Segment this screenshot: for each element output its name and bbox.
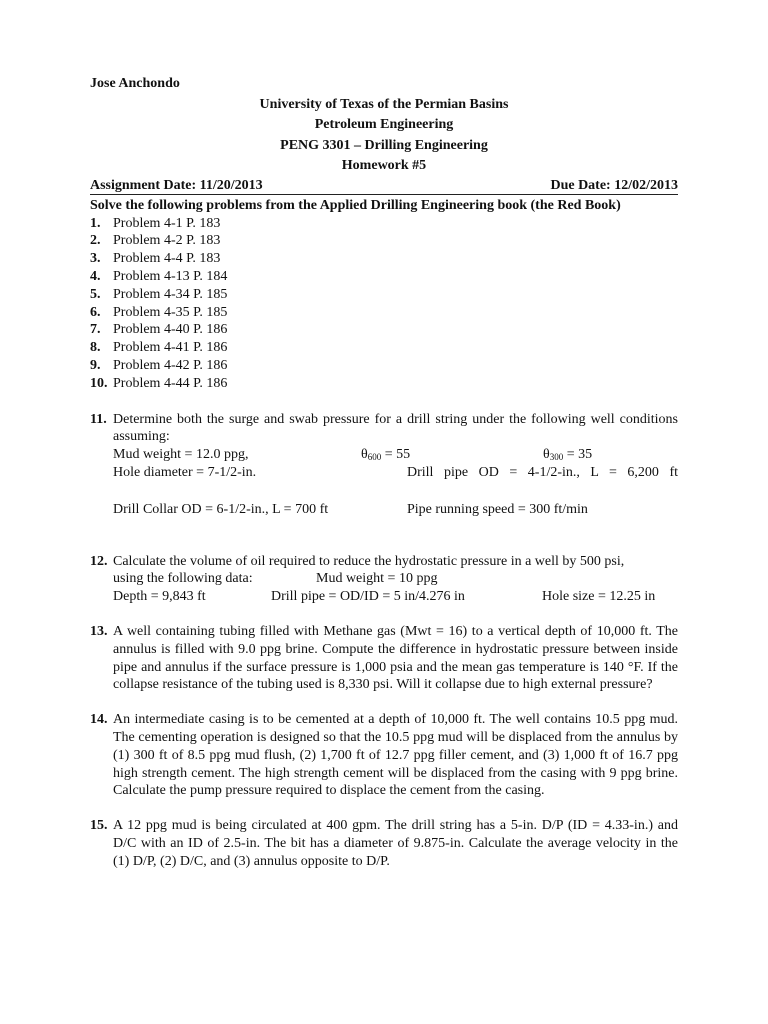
- question-13: [90, 623, 678, 694]
- question-number: 14.: [90, 712, 108, 728]
- q11-row-2: [113, 464, 678, 482]
- list-item: [90, 232, 678, 250]
- list-text: Problem 4-2 P. 183: [113, 233, 221, 249]
- list-number: 3.: [90, 251, 101, 267]
- question-number: 12.: [90, 553, 108, 569]
- list-number: 9.: [90, 357, 101, 373]
- list-item: [90, 250, 678, 268]
- university-title: University of Texas of the Permian Basins: [259, 96, 509, 112]
- question-text: A 12 ppg mud is being circulated at 400 gpm. The drill string has a 5-in. D/P (ID = 4.33-in.) and D/C with an ID of 2.5-in. The bit has a diameter of 9.875-in. Calculate the average velocity in the (1) D/P, (2) D/C, and (3) annulus opposite to D/P.: [113, 818, 678, 869]
- list-text: Problem 4-40 P. 186: [113, 322, 228, 338]
- q11-row-1: [113, 446, 678, 464]
- hole-diameter: Hole diameter = 7-1/2-in.: [113, 464, 257, 480]
- list-number: 7.: [90, 322, 101, 338]
- list-text: Problem 4-34 P. 185: [113, 286, 228, 302]
- homework-page: [90, 75, 678, 871]
- list-item: [90, 304, 678, 322]
- question-12: [90, 553, 678, 606]
- list-number: 5.: [90, 286, 101, 302]
- department-title: Petroleum Engineering: [314, 117, 454, 133]
- list-number: 8.: [90, 340, 101, 356]
- question-number: 15.: [90, 818, 108, 834]
- problem-list: [90, 215, 678, 393]
- list-number: 2.: [90, 233, 101, 249]
- list-text: Problem 4-4 P. 183: [113, 251, 221, 267]
- mud-weight: Mud weight = 10 ppg: [316, 571, 438, 587]
- question-text: Calculate the volume of oil required to reduce the hydrostatic pressure in a well by 500 psi,: [113, 553, 625, 569]
- list-item: [90, 375, 678, 393]
- list-text: Problem 4-44 P. 186: [113, 375, 228, 391]
- hole-size: Hole size = 12.25 in: [542, 589, 656, 605]
- list-item: [90, 321, 678, 339]
- question-15: [90, 817, 678, 870]
- question-text: A well containing tubing filled with Methane gas (Mwt = 16) to a vertical depth of 10,000 ft. The annulus is filled with 9.0 ppg brine. Compute the difference in hydrostatic pressure between inside pipe and annulus if the surface pressure is 1,000 psia and the mean gas temperature is 140 °F. If the collapse resistance of the tubing used is 8,330 psi. Will it collapse due to high external pressure?: [113, 623, 678, 693]
- q12-row-2: [113, 588, 678, 606]
- question-number: 13.: [90, 623, 108, 639]
- list-text: Problem 4-41 P. 186: [113, 340, 228, 356]
- due-date: Due Date: 12/02/2013: [550, 177, 678, 193]
- list-item: [90, 286, 678, 304]
- depth: Depth = 9,843 ft: [113, 589, 206, 605]
- using-label: using the following data:: [113, 571, 253, 587]
- question-11: [90, 411, 678, 519]
- q11-row-3: [113, 501, 678, 519]
- list-item: [90, 339, 678, 357]
- list-text: Problem 4-13 P. 184: [113, 268, 228, 284]
- list-number: 6.: [90, 304, 101, 320]
- question-number: 11.: [90, 411, 107, 427]
- list-number: 4.: [90, 268, 101, 284]
- dates-row: [90, 177, 678, 195]
- q12-row-1: [113, 570, 678, 588]
- list-text: Problem 4-42 P. 186: [113, 357, 228, 373]
- instructions: Solve the following problems from the Applied Drilling Engineering book (the Red Book): [90, 197, 621, 213]
- question-14: [90, 711, 678, 800]
- list-item: [90, 268, 678, 286]
- theta-300: $\theta_{300} = 35$: [543, 447, 593, 463]
- list-item: [90, 215, 678, 233]
- mud-weight: Mud weight = 12.0 ppg,: [113, 447, 249, 463]
- question-text: An intermediate casing is to be cemented at a depth of 10,000 ft. The well contains 10.5 ppg mud. The cementing operation is designed so that the 10.5 ppg mud will be displaced from the annulus by (1) 300 ft of 8.5 ppg mud flush, (2) 1,700 ft of 12.7 ppg filler cement, and (3) 1,000 ft of 16.7 ppg high strength cement. The high strength cement will be displaced from the casing with 9 ppg brine. Calculate the pump pressure required to displace the cement from the casing.: [113, 712, 678, 799]
- drill-pipe: Drill pipe OD = 4-1/2-in., L = 6,200 ft: [407, 464, 678, 480]
- assignment-date: Assignment Date: 11/20/2013: [90, 177, 263, 193]
- list-number: 1.: [90, 215, 101, 231]
- theta-600: $\theta_{600} = 55$: [361, 447, 411, 463]
- question-text: Determine both the surge and swab pressure for a drill string under the following well conditions assuming:: [113, 411, 678, 445]
- list-number: 10.: [90, 375, 108, 391]
- list-text: Problem 4-1 P. 183: [113, 215, 221, 231]
- list-text: Problem 4-35 P. 185: [113, 304, 228, 320]
- homework-title: Homework #5: [341, 158, 427, 174]
- course-title: PENG 3301 – Drilling Engineering: [280, 137, 488, 153]
- list-item: [90, 357, 678, 375]
- drill-collar: Drill Collar OD = 6-1/2-in., L = 700 ft: [113, 501, 329, 517]
- pipe-speed: Pipe running speed = 300 ft/min: [407, 501, 588, 517]
- author-name: Jose Anchondo: [90, 76, 180, 91]
- drill-pipe: Drill pipe = OD/ID = 5 in/4.276 in: [271, 589, 465, 605]
